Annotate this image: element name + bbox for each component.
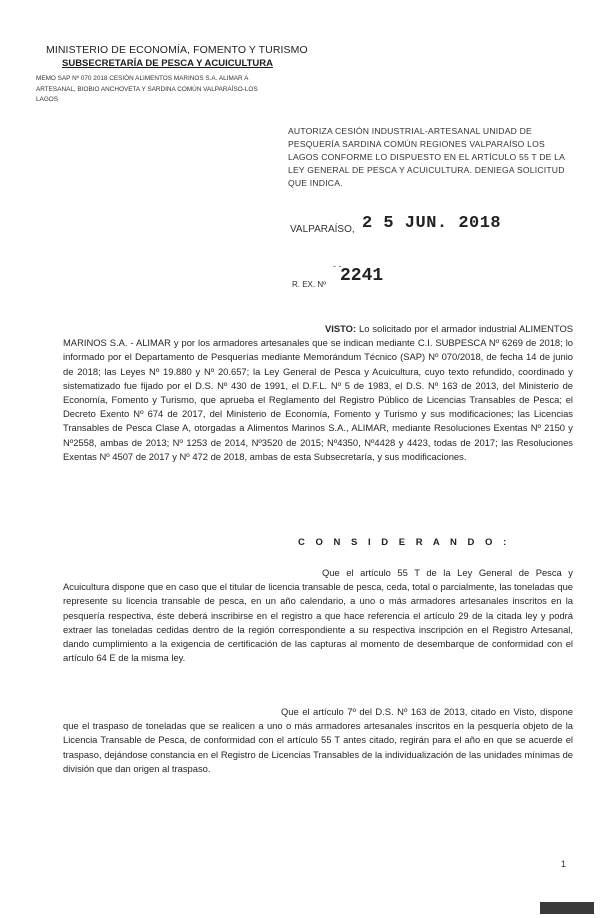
memo-reference: MEMO SAP Nº 070 2018 CESIÓN ALIMENTOS MARINOS S.A. ALIMAR A ARTESANAL, BIOBIO ANCHOVETA Y SARDINA COMÚN VALPARAÍSO-LOS LAGOS <box>36 75 258 103</box>
considerando-heading: C O N S I D E R A N D O : <box>298 537 511 548</box>
faded-stamp <box>148 104 190 139</box>
corner-mark <box>540 902 594 914</box>
rex-number: 2241 <box>340 266 384 286</box>
rex-dash: - - <box>333 261 342 271</box>
page-number: 1 <box>561 859 567 869</box>
visto-text: Lo solicitado por el armador industrial ALIMENTOS MARINOS S.A. - ALIMAR y por los armadores artesanales que se indican mediante C.I. SUBPESCA Nº 6269 de 2018; lo informado por el Departamento de Pesquerías mediante Memorándum Técnico (SAP) Nº 070/2018, de fecha 14 de junio de 2018; las Leyes Nº 19.880 y Nº 20.657; la Ley General de Pesca y Acuicultura, cuyo texto refundido, coordinado y sistematizado fue fijado por el D.S. Nº 430 de 1991, el D.F.L. Nº 5 de 1983, el D.S. Nº 163 de 2013, del Ministerio de Economía, Fomento y Turismo, que aprueba el Reglamento del Registro Público de Licencias Transables de Pesca; el Decreto Exento Nº 674 de 2017, del Ministerio de Economía, Fomento y Turismo y sus modificaciones; las Licencias Transables de Pesca Clase A, otorgadas a Alimentos Marinos S.A., ALIMAR, mediante Resoluciones Exentas Nº 2150 y Nº2558, ambas de 2013; Nº 1253 de 2014, Nº3520 de 2015; Nº4350, Nº4428 y 4423, todas de 2017; las Resoluciones Exentas Nº 4507 de 2017 y Nº 472 de 2018, ambas de esta Subsecretaría, y sus modificaciones. <box>63 323 573 462</box>
rex-label: R. EX. Nº <box>292 280 327 289</box>
visto-paragraph <box>63 322 573 464</box>
subsecretaria-heading: SUBSECRETARÍA DE PESCA Y ACUICULTURA <box>62 58 273 69</box>
date-stamp: 2 5 JUN. 2018 <box>362 214 502 233</box>
considerando-paragraph-1: Que el artículo 55 T de la Ley General de Pesca y Acuicultura dispone que en caso que el titular de licencia transable de pesca, ceda, total o parcialmente, las toneladas que represente su licencia transable de pesca, en un año calendario, a uno o más armadores artesanales inscritos en la pesquería respectiva, éste deberá inscribirse en el registro a que hace referencia el artículo 29 de la citada ley y podrá extraer las toneladas cedidas dentro de la región correspondiente a su respectiva inscripción en el Registro Artesanal, dando cumplimiento a la exigencia de certificación de las capturas al momento de desembarque de conformidad con el artículo 64 E de la misma ley. <box>63 567 573 664</box>
document-subject: AUTORIZA CESIÓN INDUSTRIAL-ARTESANAL UNIDAD DE PESQUERÍA SARDINA COMÚN REGIONES VALPARAÍSO LOS LAGOS CONFORME LO DISPUESTO EN EL ARTÍCULO 55 T DE LA LEY GENERAL DE PESCA Y ACUICULTURA. DENIEGA SOLICITUD QUE INDICA. <box>288 126 565 188</box>
place-label: VALPARAÍSO, <box>290 224 355 235</box>
considerando-paragraph-2: Que el artículo 7º del D.S. Nº 163 de 2013, citado en Visto, dispone que el traspaso de toneladas que se realicen a uno o más armadores artesanales inscritos en la pesquería objeto de la Licencia Transable de Pesca, de conformidad con el artículo 55 T antes citado, regirán para el año en que se acuerde el traspaso, dejándose constancia en el Registro de Licencias Transables de la individualización de las unidades mínimas de división que dan origen al traspaso. <box>63 706 573 774</box>
visto-label: VISTO: <box>325 323 357 334</box>
ministry-heading: MINISTERIO DE ECONOMÍA, FOMENTO Y TURISMO <box>46 44 308 56</box>
